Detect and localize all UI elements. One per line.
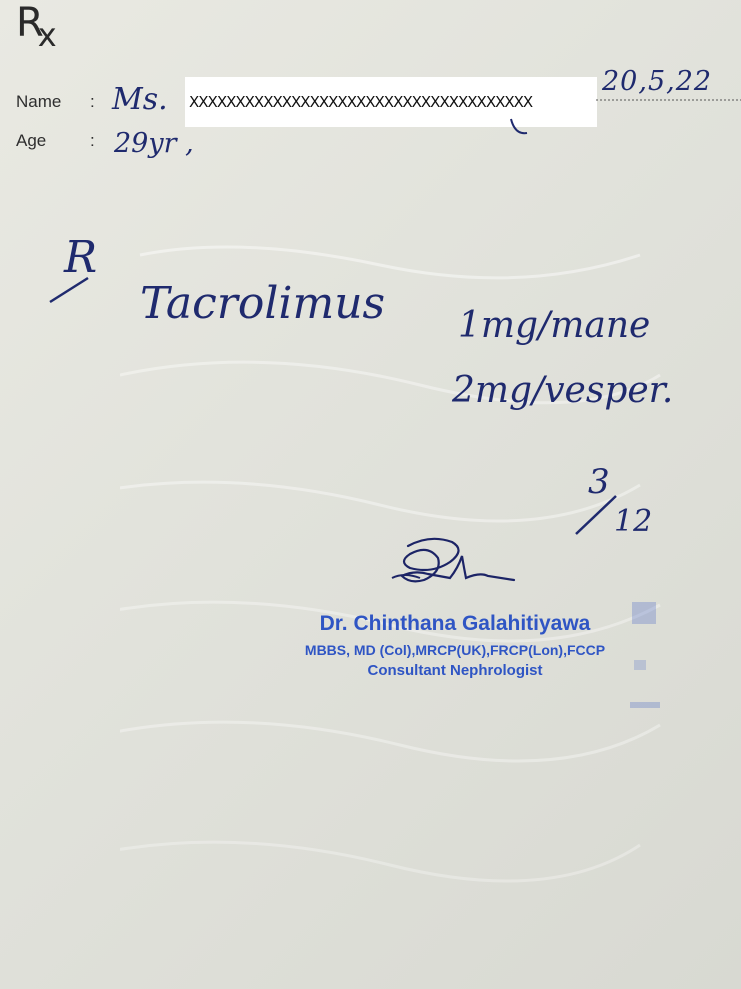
rx-handwritten-mark: R	[64, 232, 98, 283]
date: 20,5,22	[602, 66, 713, 97]
doctor-title: Consultant Nephrologist	[367, 662, 543, 679]
name-colon: :	[90, 92, 95, 111]
name-prefix: Ms.	[112, 82, 168, 117]
doctor-qualifications: MBBS, MD (Col),MRCP(UK),FRCP(Lon),FCCP	[304, 642, 606, 658]
pen-mark	[505, 115, 535, 140]
dose-evening: 2mg/vesper.	[452, 370, 674, 411]
dose-morning: 1mg/mane	[458, 305, 651, 346]
name-label: Name	[16, 92, 62, 111]
doctor-signature	[380, 528, 525, 598]
age-value: 29yr ,	[114, 128, 194, 159]
duration-numerator: 3	[588, 462, 610, 502]
rx-letter-x: x	[37, 16, 57, 54]
drug-name: Tacrolimus	[140, 278, 386, 329]
rx-header-logo	[16, 0, 63, 54]
age-colon: :	[90, 131, 95, 150]
stamp-smudge	[628, 598, 668, 718]
rx-letter-r: R	[16, 0, 44, 46]
age-label: Age	[16, 131, 47, 150]
duration-slash	[572, 490, 620, 538]
name-redacted: XXXXXXXXXXXXXXXXXXXXXXXXXXXXXXXXXXXXX	[189, 93, 533, 111]
doctor-name: Dr. Chinthana Galahitiyawa	[319, 612, 591, 635]
duration-denominator: 12	[614, 504, 653, 539]
rx-mark-tail	[48, 272, 92, 306]
date-underline	[596, 96, 741, 104]
name-redaction-box	[185, 77, 597, 127]
